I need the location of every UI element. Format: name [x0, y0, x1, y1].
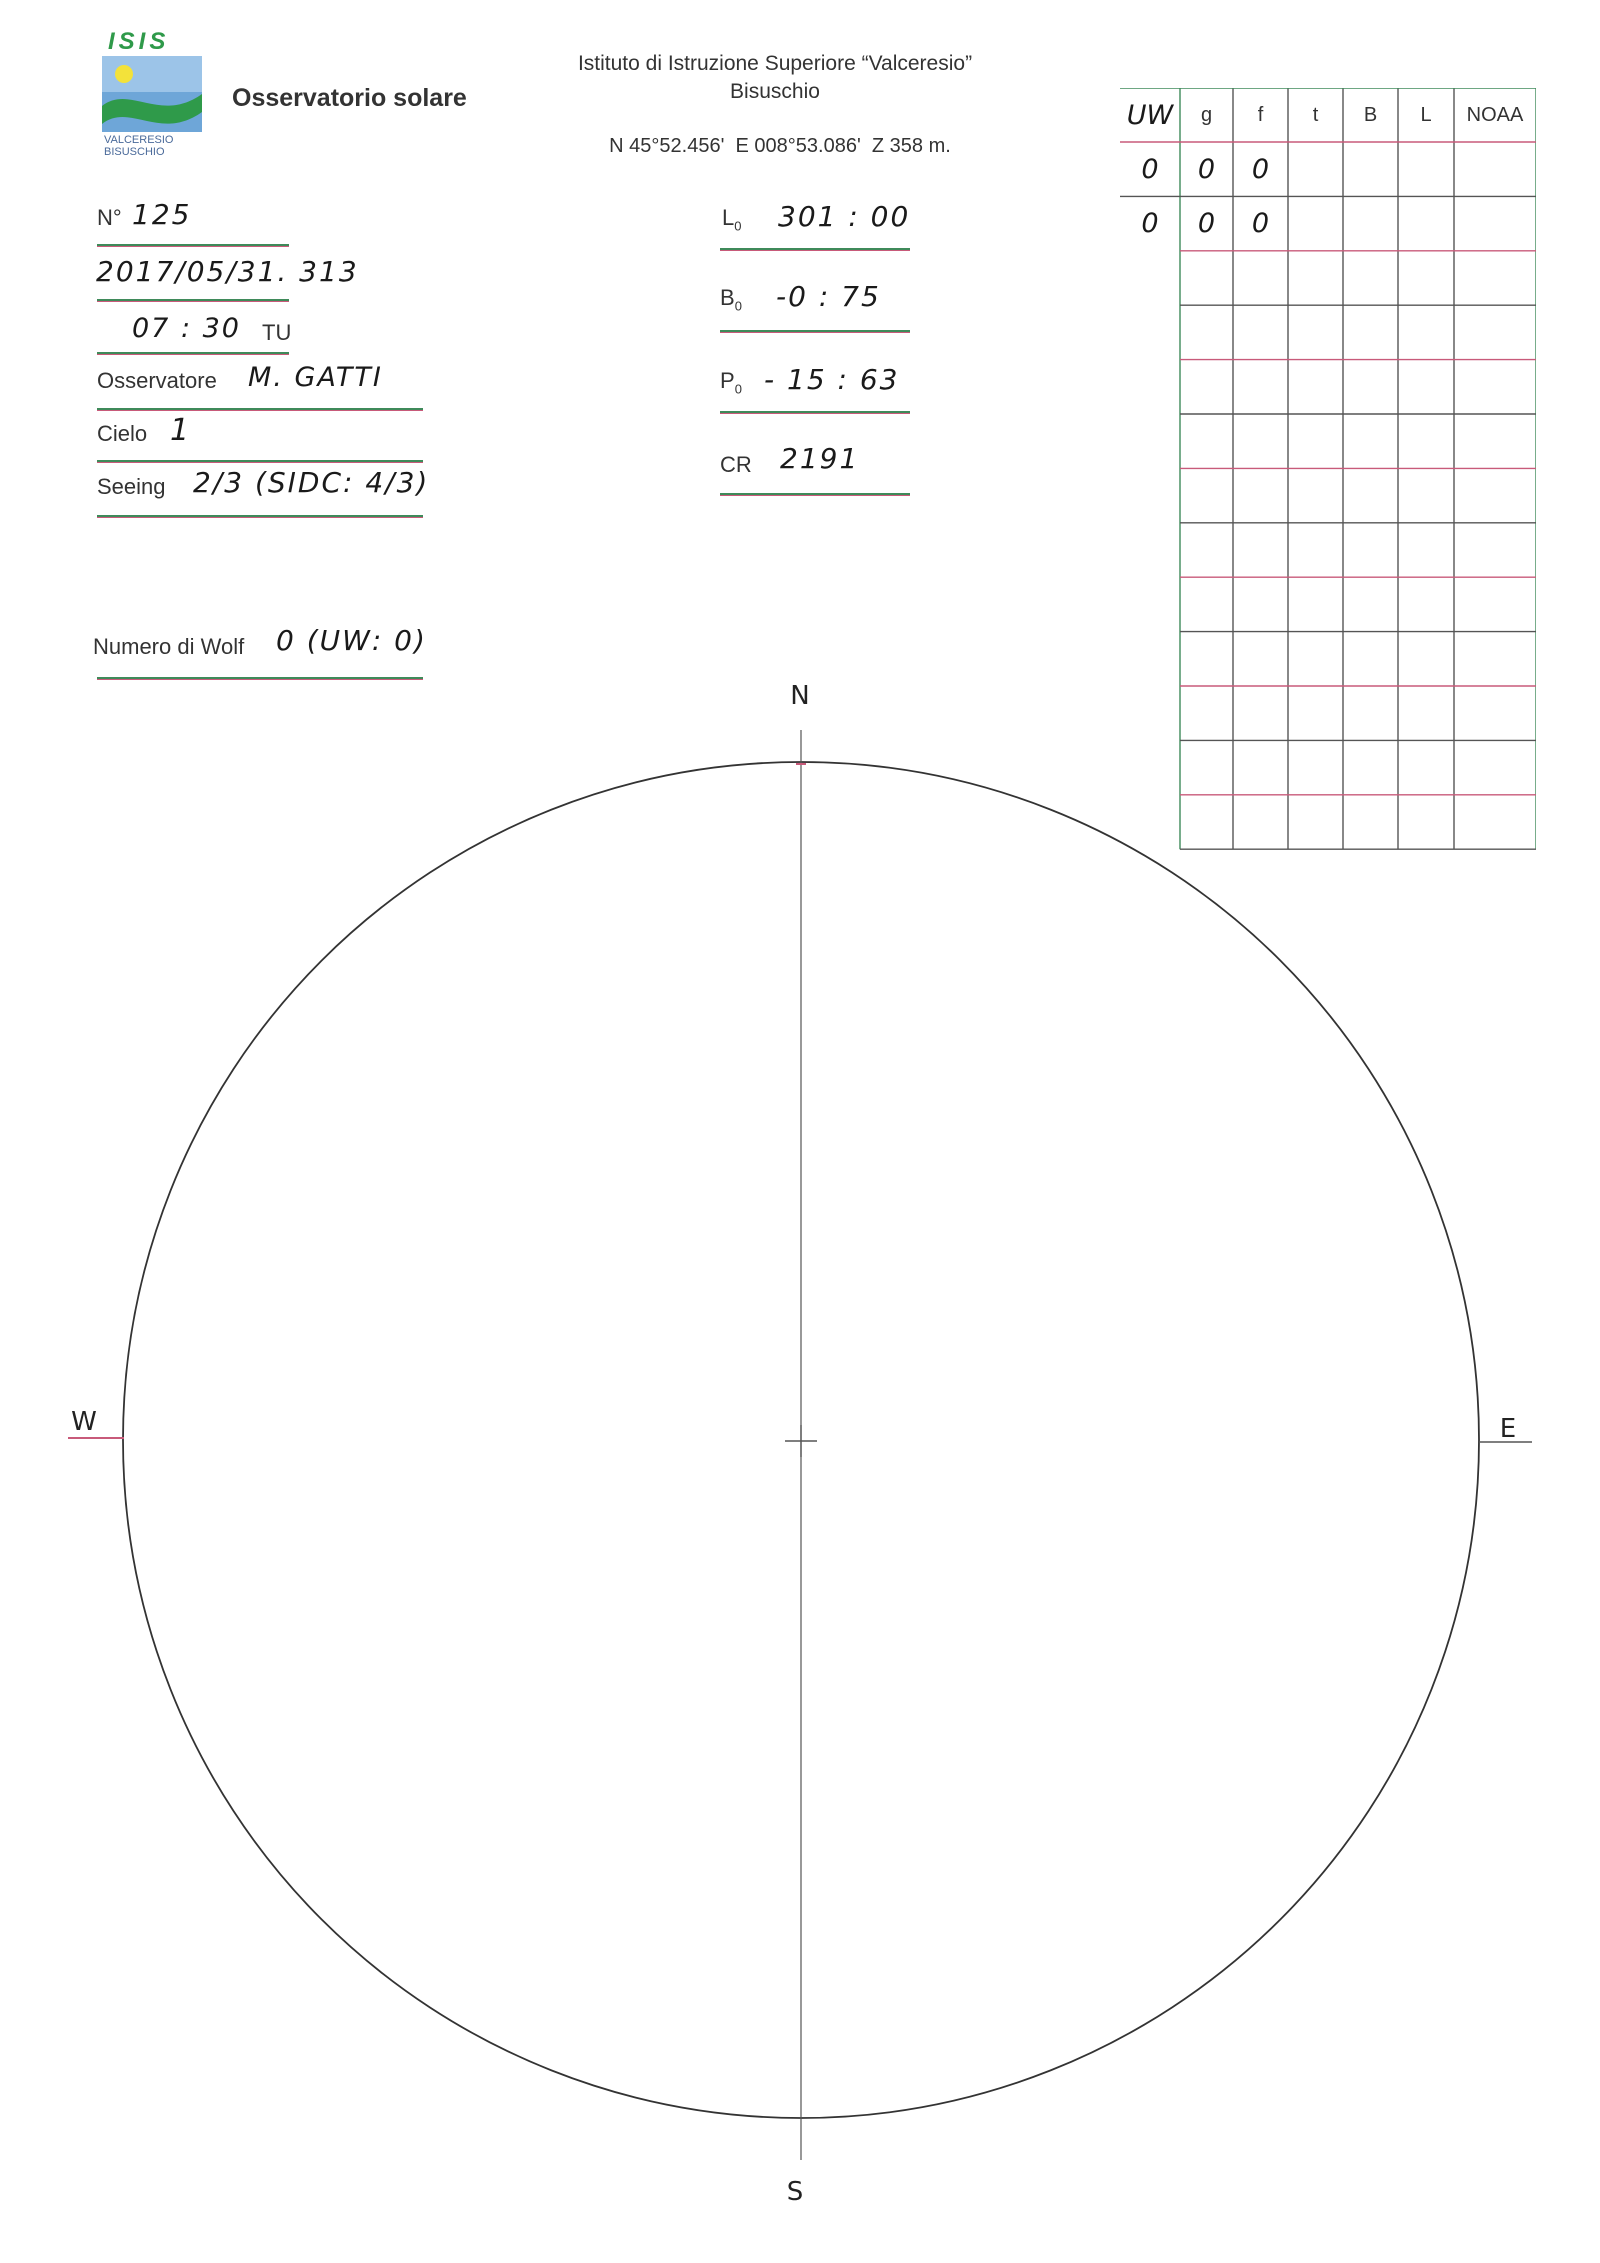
b0-label-sub: 0 — [734, 298, 742, 314]
logo-caption-1: VALCERESIO — [104, 134, 174, 146]
seeing-value: 2/3 (SIDC: 4/3) — [193, 466, 430, 499]
p0-label-sub: 0 — [734, 381, 742, 397]
table-header-b: B — [1363, 103, 1378, 126]
observer-value: M. GATTI — [248, 362, 383, 393]
observer-rule — [97, 408, 423, 411]
table-cell — [1343, 142, 1398, 196]
number-value: 125 — [132, 198, 192, 231]
l0-value: 301 : 00 — [778, 200, 911, 233]
p0-label — [720, 368, 742, 396]
solar-disk-circle — [123, 762, 1479, 2118]
cr-rule — [720, 493, 910, 496]
observatory-title: Osservatorio solare — [232, 84, 467, 112]
number-label: N° — [97, 205, 122, 230]
table-header-noaa: NOAA — [1466, 103, 1524, 126]
institute-line-1: Istituto di Istruzione Superiore “Valceresio” — [577, 52, 973, 75]
wolf-value: 0 (UW: 0) — [276, 624, 427, 657]
logo — [100, 28, 210, 158]
time-unit: TU — [262, 320, 292, 345]
table-cell: 0 — [1141, 208, 1159, 240]
p0-rule — [720, 411, 910, 414]
table-cell — [1288, 142, 1343, 196]
date-value: 2017/05/31. 313 — [96, 255, 359, 288]
table-cell: 0 — [1197, 153, 1216, 185]
wolf-rule — [97, 677, 423, 680]
p0-value: - 15 : 63 — [764, 363, 900, 396]
seeing-rule — [97, 515, 423, 518]
institute-line-2: Bisuschio — [730, 80, 820, 103]
seeing-label: Seeing — [97, 474, 166, 499]
logo-text: ISIS — [108, 28, 170, 55]
table-header-uw: UW — [1126, 99, 1174, 131]
sunspot-table — [1120, 88, 1536, 850]
logo-caption-2: BISUSCHIO — [104, 146, 165, 158]
table-header-l: L — [1420, 103, 1432, 126]
table-cell — [1398, 196, 1454, 250]
b0-label — [720, 285, 742, 313]
north-label: N — [790, 681, 810, 711]
cr-value: 2191 — [780, 442, 860, 475]
number-rule — [97, 244, 289, 247]
table-cell — [1288, 196, 1343, 250]
table-cell: 0 — [1251, 208, 1270, 240]
table-cell: 0 — [1197, 208, 1216, 240]
b0-rule — [720, 330, 910, 333]
sky-rule — [97, 460, 423, 463]
east-label: E — [1499, 1414, 1517, 1444]
west-label: W — [71, 1407, 97, 1437]
table-header-f: f — [1257, 103, 1264, 126]
sky-label: Cielo — [97, 421, 148, 446]
observer-label: Osservatore — [97, 368, 217, 393]
sky-value: 1 — [170, 413, 192, 448]
logo-image-icon — [100, 54, 204, 134]
l0-rule — [720, 248, 910, 251]
table-cell — [1454, 142, 1536, 196]
wolf-label: Numero di Wolf — [93, 634, 245, 659]
table-cell — [1398, 142, 1454, 196]
south-label: S — [786, 2177, 804, 2207]
p0-label-text: P — [720, 368, 735, 393]
table-cell — [1343, 196, 1398, 250]
table-cell: 0 — [1251, 153, 1270, 185]
time-rule — [97, 352, 289, 355]
table-cell: 0 — [1141, 153, 1159, 185]
table-cell — [1454, 196, 1536, 250]
l0-label-sub: 0 — [734, 218, 742, 234]
l0-label — [722, 205, 741, 233]
table-header-g: g — [1200, 103, 1213, 126]
cr-label: CR — [720, 452, 752, 477]
date-rule — [97, 299, 289, 302]
b0-label-text: B — [720, 285, 735, 310]
table-header-t: t — [1312, 103, 1319, 126]
b0-value: -0 : 75 — [776, 280, 881, 313]
time-value: 07 : 30 — [132, 313, 241, 344]
l0-label-text: L — [722, 205, 735, 230]
coordinates: N 45°52.456' E 008°53.086' Z 358 m. — [609, 135, 951, 157]
